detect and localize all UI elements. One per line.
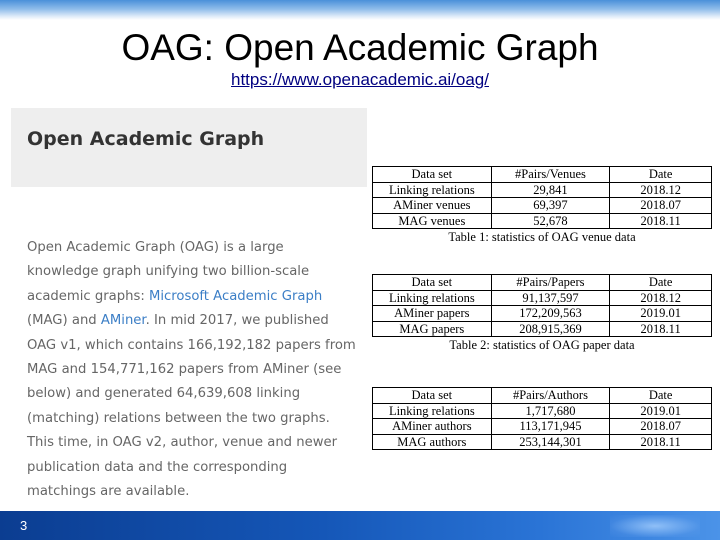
table-cell: MAG venues (373, 213, 492, 229)
table-row (373, 198, 712, 214)
description-text-2: (MAG) and (27, 313, 101, 329)
table-cell: AMiner venues (373, 198, 492, 214)
table-cell: AMiner papers (373, 306, 492, 322)
decorative-sheen (610, 515, 700, 537)
paper-stats-block (372, 274, 712, 352)
top-gradient-band (0, 0, 720, 20)
aminer-link[interactable]: AMiner (100, 313, 146, 329)
author-stats-block (372, 387, 712, 450)
header-cell: Data set (373, 275, 492, 291)
paper-stats-table (372, 274, 712, 337)
header-cell: Data set (373, 167, 492, 183)
header-cell: #Pairs/Authors (491, 388, 610, 404)
table-cell: 91,137,597 (491, 290, 610, 306)
table-cell: 52,678 (491, 213, 610, 229)
table-header-row (373, 388, 712, 404)
table-cell: 69,397 (491, 198, 610, 214)
table-header-row (373, 275, 712, 291)
table-cell: 29,841 (491, 182, 610, 198)
table-cell: 2018.07 (610, 198, 712, 214)
bottom-gradient-band (0, 511, 720, 540)
table-cell: 253,144,301 (491, 434, 610, 450)
header-cell: Date (610, 275, 712, 291)
table-row (373, 434, 712, 450)
venue-stats-block (372, 166, 712, 244)
table-cell: 2019.01 (610, 306, 712, 322)
table-row (373, 419, 712, 435)
description-text-3: . In mid 2017, we published OAG v1, which contains 166,192,182 papers from MAG and 154,771,162 papers from AMiner (see below) and generated 64,639,608 linking (matching) relations between the two graphs. This time, in OAG v2, author, venue and newer publication data and the corresponding matchings are available. (27, 313, 356, 500)
website-description (27, 236, 357, 504)
website-heading: Open Academic Graph (27, 128, 265, 150)
table-row (373, 213, 712, 229)
author-stats-table (372, 387, 712, 450)
table-cell: 2018.12 (610, 182, 712, 198)
table-cell: 172,209,563 (491, 306, 610, 322)
table-cell: Linking relations (373, 290, 492, 306)
slide-number: 3 (20, 518, 28, 533)
venue-stats-table (372, 166, 712, 229)
mag-link[interactable]: Microsoft Academic Graph (148, 288, 323, 304)
table-cell: Linking relations (373, 403, 492, 419)
header-cell: Data set (373, 388, 492, 404)
table-row (373, 290, 712, 306)
slide-title: OAG: Open Academic Graph (121, 27, 599, 68)
table-row (373, 182, 712, 198)
header-cell: Date (610, 388, 712, 404)
table-cell: 2018.12 (610, 290, 712, 306)
table-row (373, 306, 712, 322)
table-cell: MAG papers (373, 321, 492, 337)
description-text-1: Open Academic Graph (OAG) is a large knowledge graph unifying two billion-scale academic graphs: (27, 240, 310, 304)
header-cell: Date (610, 167, 712, 183)
table-cell: 2018.07 (610, 419, 712, 435)
table-cell: 2018.11 (610, 321, 712, 337)
website-header-panel (11, 108, 367, 187)
table-caption: Table 1: statistics of OAG venue data (448, 230, 636, 244)
table-cell: 2019.01 (610, 403, 712, 419)
table-cell: AMiner authors (373, 419, 492, 435)
table-header-row (373, 167, 712, 183)
table-caption: Table 2: statistics of OAG paper data (449, 338, 635, 352)
header-cell: #Pairs/Venues (491, 167, 610, 183)
header-cell: #Pairs/Papers (491, 275, 610, 291)
oag-url-link[interactable]: https://www.openacademic.ai/oag/ (231, 70, 489, 89)
table-cell: 2018.11 (610, 434, 712, 450)
table-row (373, 321, 712, 337)
table-cell: 113,171,945 (491, 419, 610, 435)
table-cell: 208,915,369 (491, 321, 610, 337)
table-cell: MAG authors (373, 434, 492, 450)
table-row (373, 403, 712, 419)
table-cell: Linking relations (373, 182, 492, 198)
table-cell: 2018.11 (610, 213, 712, 229)
table-cell: 1,717,680 (491, 403, 610, 419)
